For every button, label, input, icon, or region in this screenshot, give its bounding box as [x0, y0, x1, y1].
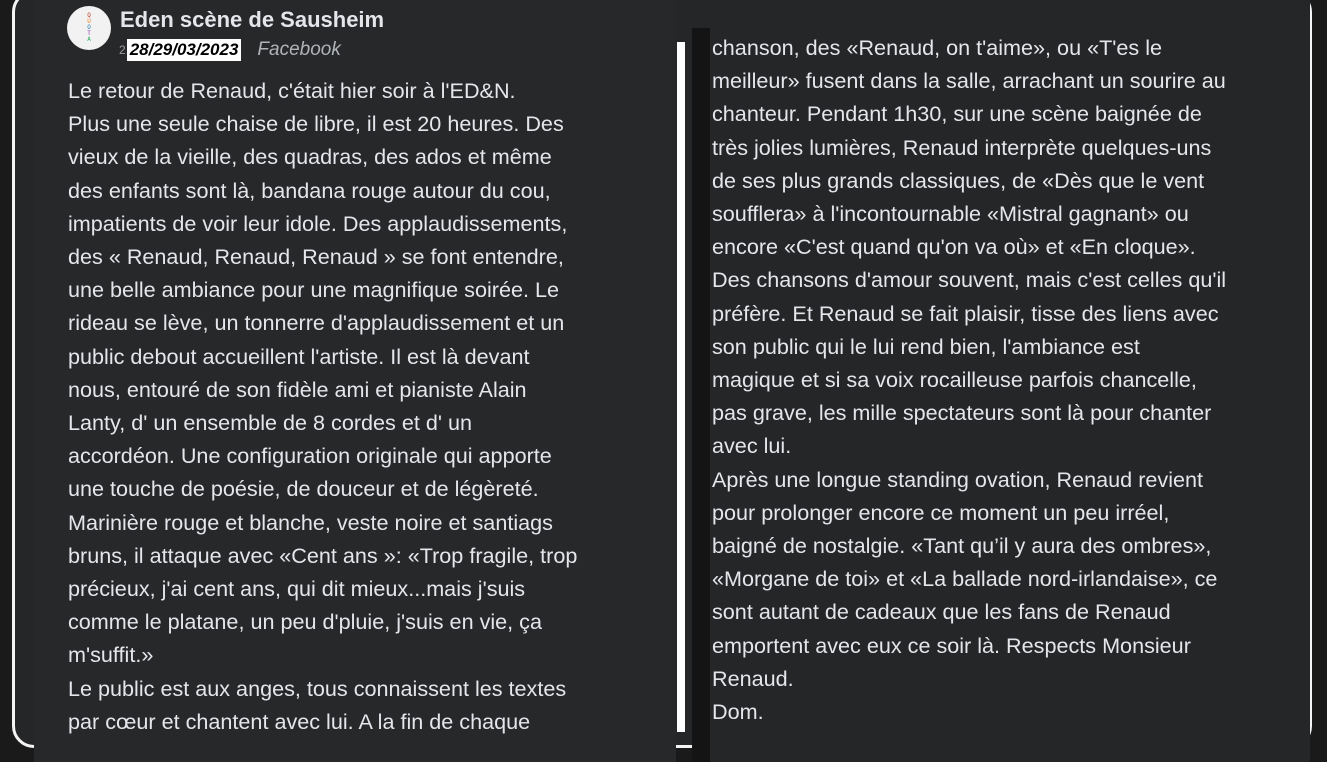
- article-line: bruns, il attaque avec «Cent ans »: «Trop fragile, trop: [68, 542, 578, 568]
- article-line: pas grave, les mille spectateurs sont là pour chanter: [712, 400, 1212, 426]
- article-text-left: [68, 74, 577, 738]
- article-line: m'suffit.»: [68, 642, 154, 668]
- article-line: Le retour de Renaud, c'était hier soir à l'ED&N.: [68, 78, 516, 103]
- article-line: Lanty, d' un ensemble de 8 cordes et d' un: [68, 410, 472, 436]
- article-line: Après une longue standing ovation, Renaud revient: [712, 466, 1204, 492]
- article-line: vieux de la vieille, des quadras, des ados et même: [68, 144, 552, 170]
- article-line: soufflera» à l'incontournable «Mistral gagnant» ou: [712, 201, 1189, 227]
- page-name-link[interactable]: Eden scène de Sausheim: [120, 7, 385, 32]
- article-line: sont autant de cadeaux que les fans de Renaud: [712, 599, 1171, 625]
- article-line: très jolies lumières, Renaud interprète quelques-uns: [712, 134, 1212, 160]
- article-line: impatients de voir leur idole. Des applaudissements,: [68, 210, 568, 236]
- article-line: rideau se lève, un tonnerre d'applaudissement et un: [68, 310, 565, 336]
- article-line: comme le platane, un peu d'pluie, j'suis en vie, ça: [68, 609, 542, 635]
- article-line: encore «C'est quand qu'on va où» et «En cloque».: [712, 234, 1196, 260]
- article-line: baigné de nostalgie. «Tant qu’il y aura des ombres»,: [712, 533, 1212, 559]
- column-divider-shadow: [692, 28, 710, 762]
- column-divider: [677, 42, 685, 732]
- article-line: public debout accueillent l'artiste. Il est là devant: [68, 343, 530, 369]
- article-line: préfère. Et Renaud se fait plaisir, tisse des liens avec: [712, 300, 1219, 326]
- article-line: de ses plus grands classiques, de «Dès que le vent: [712, 167, 1205, 193]
- article-line: précieux, j'ai cent ans, qui dit mieux...mais j'suis: [68, 576, 526, 602]
- avatar-logo-letter: U: [87, 18, 91, 25]
- avatar-logo-letter: Q: [87, 12, 91, 19]
- avatar-logo-letter: A: [87, 36, 91, 43]
- article-line: pour prolonger encore ce moment un peu irréel,: [712, 499, 1170, 525]
- article-line: Renaud.: [712, 665, 794, 691]
- post-time-prefix: 2: [119, 43, 126, 57]
- page-avatar[interactable]: [67, 6, 111, 50]
- article-line: Dom.: [712, 699, 764, 725]
- article-text-right: [712, 31, 1226, 728]
- article-line: une touche de poésie, de douceur et de légèreté.: [68, 476, 539, 502]
- article-line: meilleur» fusent dans la salle, arrachant un sourire au: [712, 68, 1226, 94]
- article-line: chanson, des «Renaud, on t'aime», ou «T'es le: [712, 35, 1163, 60]
- article-line: par cœur et chantent avec lui. A la fin de chaque: [68, 708, 531, 734]
- article-line: chanteur. Pendant 1h30, sur une scène baignée de: [712, 101, 1202, 127]
- article-line: accordéon. Une configuration originale qui apporte: [68, 443, 552, 469]
- article-line: emportent avec eux ce soir là. Respects Monsieur: [712, 632, 1191, 658]
- avatar-logo-letter: T: [87, 30, 91, 37]
- article-line: Plus une seule chaise de libre, il est 20 heures. Des: [68, 111, 564, 137]
- article-line: avec lui.: [712, 433, 792, 459]
- article-line: une belle ambiance pour une magnifique soirée. Le: [68, 277, 559, 303]
- avatar-logo-letter: O: [87, 24, 91, 31]
- post-source-label: Facebook: [257, 39, 341, 60]
- article-line: Le public est aux anges, tous connaissent les textes: [68, 675, 567, 701]
- article-line: Des chansons d'amour souvent, mais c'est celles qu'il: [712, 267, 1227, 293]
- post-meta: [119, 38, 341, 62]
- article-line: nous, entouré de son fidèle ami et pianiste Alain: [68, 376, 527, 402]
- post-date-badge: 28/29/03/2023: [127, 39, 242, 61]
- article-line: Marinière rouge et blanche, veste noire et santiags: [68, 509, 553, 535]
- article-line: des « Renaud, Renaud, Renaud » se font entendre,: [68, 244, 564, 270]
- article-line: des enfants sont là, bandana rouge autour du cou,: [68, 177, 551, 203]
- article-line: son public qui le lui rend bien, l'ambiance est: [712, 333, 1140, 359]
- article-line: magique et si sa voix rocailleuse parfois chancelle,: [712, 367, 1197, 393]
- article-line: «Morgane de toi» et «La ballade nord-irlandaise», ce: [712, 566, 1218, 592]
